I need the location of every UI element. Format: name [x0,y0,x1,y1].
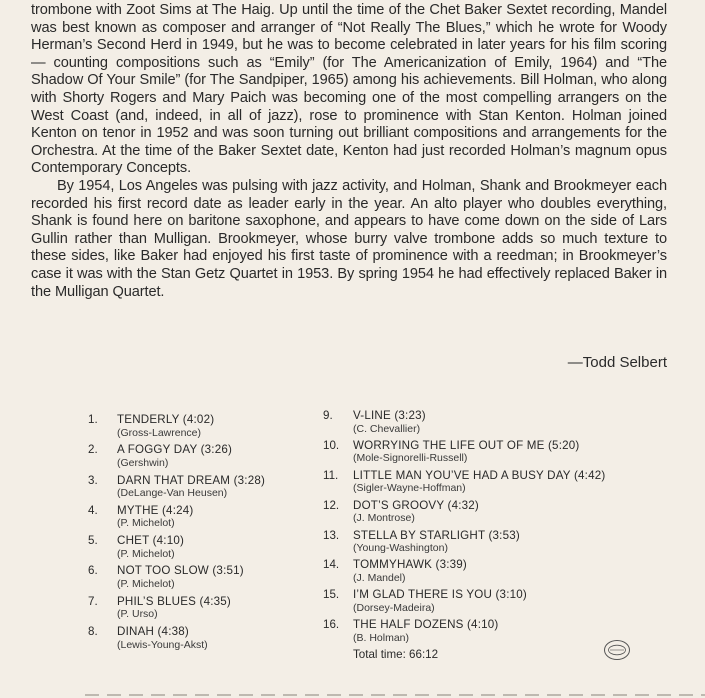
track-number: 9. [323,409,333,422]
track-number: 10. [323,438,340,452]
track-item [88,414,298,439]
track-composer: (P. Urso) [117,608,158,621]
track-item [323,530,683,555]
track-title: LITTLE MAN YOU’VE HAD A BUSY DAY (4:42) [353,468,606,482]
track-composer: (Sigler-Wayne-Hoffman) [353,482,466,495]
track-number: 13. [323,528,340,542]
track-title: I’M GLAD THERE IS YOU (3:10) [353,588,527,602]
track-number: 11. [323,468,339,482]
track-list-right [323,410,683,662]
track-item [323,410,683,435]
track-title: DARN THAT DREAM (3:28) [117,473,266,487]
track-composer: (P. Michelot) [117,547,175,560]
track-number: 5. [88,534,98,548]
track-number: 4. [88,503,98,517]
track-number: 14. [323,558,340,572]
track-item [323,470,683,495]
track-composer: (DeLange-Van Heusen) [117,487,228,500]
track-item [323,559,683,584]
track-item [323,440,683,465]
liner-notes-paragraph-1: trombone with Zoot Sims at The Haig. Up until the time of the Chet Baker Sextet recording, Mandel was best known as composer and arranger of “Not Really The Blues,” which he wrote for Woody Herman’s Second Herd in 1949, but he was to become celebrated in later years for his film scoring — counting compositions such as “Emily” (for The Americanization of Emily, 1964) and “The Shadow Of Your Smile” (for The Sandpiper, 1965) among his achievements. Bill Holman, who along with Shorty Rogers and Mary Paich was becoming one of the most compelling arrangers on the West Coast (and, indeed, in all of jazz), rose to prominence with Stan Kenton. Holman joined Kenton on tenor in 1952 and was soon turning out brilliant compositions and arrangements for the Orchestra. At the time of the Baker Sextet date, Kenton had just recorded Holman’s magnum opus Contemporary Concepts. [31,2,667,177]
track-composer: (Dorsey-Madeira) [353,601,435,614]
track-title: A FOGGY DAY (3:26) [117,443,233,457]
track-composer: (J. Mandel) [353,571,406,584]
track-number: 16. [323,618,340,632]
bottom-edge-text-row [85,694,705,696]
track-item [88,475,298,500]
track-title: TOMMYHAWK (3:39) [353,558,467,572]
track-composer: (J. Montrose) [353,512,415,525]
track-title: THE HALF DOZENS (4:10) [353,618,499,632]
track-item [323,619,683,644]
track-title: V-LINE (3:23) [353,409,426,422]
track-composer: (B. Holman) [353,631,410,644]
track-title: CHET (4:10) [117,534,185,548]
track-number: 8. [88,625,98,639]
track-title: MYTHE (4:24) [117,503,194,517]
track-composer: (Young-Washington) [353,542,448,555]
printed-in-canada-seal-icon [604,640,630,660]
track-title: PHIL’S BLUES (4:35) [117,594,231,608]
track-number: 15. [323,588,340,602]
track-composer: (C. Chevallier) [353,422,421,435]
track-item [323,500,683,525]
track-title: STELLA BY STARLIGHT (3:53) [353,528,520,542]
track-item [88,596,298,621]
track-composer: (Gershwin) [117,456,169,469]
total-time: Total time: 66:12 [353,648,439,662]
track-title: DOT’S GROOVY (4:32) [353,498,479,512]
track-item [323,589,683,614]
track-list-left [88,414,298,656]
track-title: WORRYING THE LIFE OUT OF ME (5:20) [353,438,580,452]
track-title: DINAH (4:38) [117,625,189,639]
track-title: TENDERLY (4:02) [117,413,215,426]
author-signature: —Todd Selbert [567,354,667,371]
track-item [88,444,298,469]
track-item [88,565,298,590]
track-composer: (Lewis-Young-Akst) [117,638,208,651]
track-composer: (P. Michelot) [117,517,175,530]
track-composer: (Gross-Lawrence) [117,426,202,439]
track-composer: (P. Michelot) [117,577,175,590]
track-item [88,535,298,560]
liner-notes [31,2,667,301]
track-number: 3. [88,473,98,487]
track-composer: (Mole-Signorelli-Russell) [353,452,468,465]
liner-notes-paragraph-2: By 1954, Los Angeles was pulsing with jazz activity, and Holman, Shank and Brookmeyer each recorded his first record date as leader early in the year. An alto player who doubles everything, Shank is found here on baritone saxophone, and appears to have come down on the side of Lars Gullin rather than Mulligan. Brookmeyer, whose burry valve trombone adds so much texture to these sides, like Baker had enjoyed his first taste of prominence with a reedman; in Brookmeyer’s case it was with the Stan Getz Quartet in 1953. By spring 1954 he had effectively replaced Baker in the Mulligan Quartet. [31,177,667,300]
track-number: 6. [88,564,98,578]
track-item [88,626,298,651]
track-number: 7. [88,594,98,608]
track-number: 1. [88,413,98,426]
track-number: 2. [88,443,98,457]
track-number: 12. [323,498,340,512]
track-title: NOT TOO SLOW (3:51) [117,564,244,578]
track-item [88,505,298,530]
